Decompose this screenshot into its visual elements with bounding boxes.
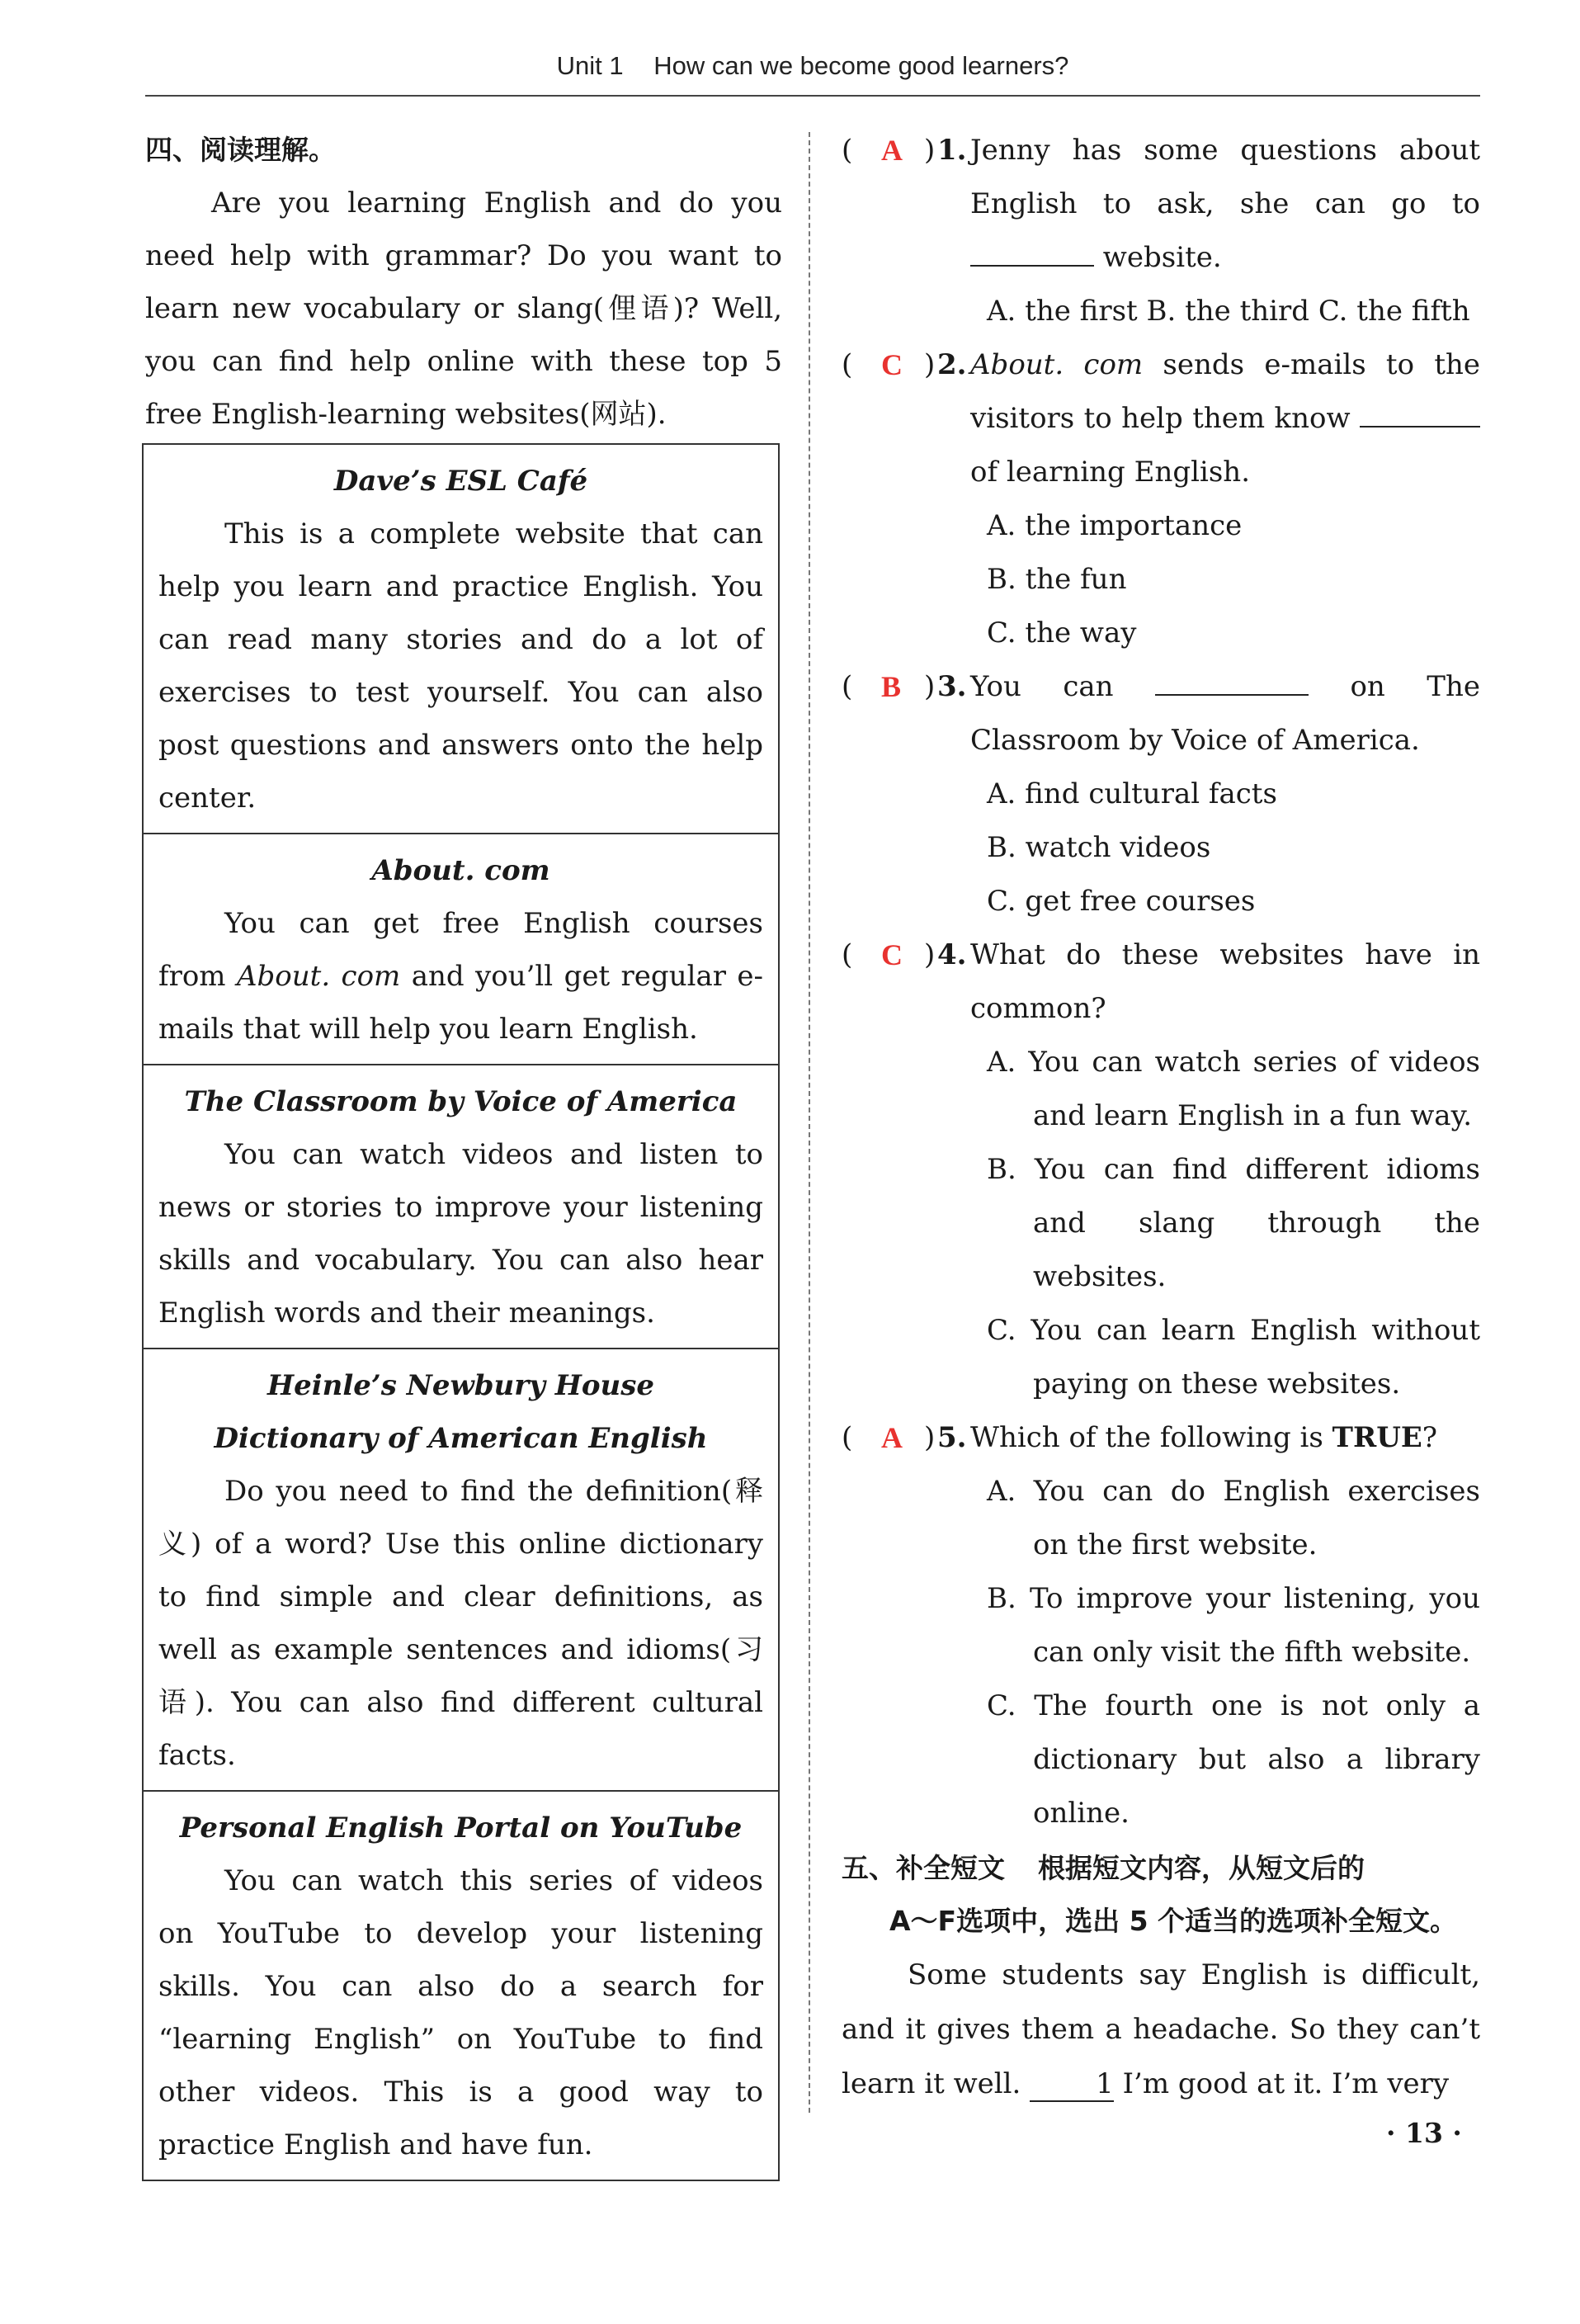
bracket-open: ( (842, 938, 853, 971)
question-stem (970, 124, 1480, 285)
stem-text: sends e-mails to the visitors to help them know (970, 348, 1481, 435)
bracket-close: ) (924, 134, 936, 167)
unit-label: Unit 1 (556, 51, 624, 80)
website-cell (144, 1349, 778, 1792)
website-title: Dave’s ESL Café (333, 465, 588, 498)
option: B. To improve your listening, you can only visit the fifth website. (987, 1582, 1480, 1669)
question-number: 4. (937, 938, 967, 971)
option: C. get free courses (987, 885, 1256, 918)
website-description (158, 897, 763, 1056)
answer-mark: A (881, 1421, 903, 1454)
website-cell (144, 1065, 778, 1349)
question-stem (970, 1411, 1480, 1465)
website-description: This is a complete website that can help you learn and practice English. You can read many stories and do a lot of exercises to test yourself. You can also post questions and answers onto the help center. (158, 517, 763, 815)
option: C. The fourth one is not only a dictionary but also a library online. (987, 1689, 1480, 1830)
question-number: 2. (937, 348, 967, 381)
option: B. You can find different idioms and slang through the websites. (987, 1153, 1480, 1293)
bracket-close: ) (924, 348, 936, 381)
header-rule (145, 95, 1480, 97)
stem-text: Jenny has some questions about English to ask, she can go to (970, 134, 1480, 220)
website-description: Do you need to find the definition(释义) of a word? Use this online dictionary to find simple and clear definitions, as well as example sentences and idioms(习语). You can also find different cultural facts. (158, 1475, 763, 1772)
bracket-close: ) (924, 670, 936, 703)
question-stem: What do these websites have in common? (970, 938, 1480, 1025)
passage-blank: 1 (1030, 2067, 1114, 2102)
question-stem (970, 338, 1480, 499)
question-number: 5. (937, 1421, 967, 1454)
section-5-instruction: 根据短文内容，从短文后的 (1038, 1852, 1365, 1884)
right-column (842, 124, 1480, 2111)
section-5-instruction-cont: A～F选项中，选出 5 个适当的选项补全短文。 (889, 1905, 1458, 1937)
answer-mark: B (881, 670, 902, 703)
answer-blank (970, 240, 1094, 267)
bracket-close: ) (924, 938, 936, 971)
section-4-intro: Are you learning English and do you need help with grammar? Do you want to learn new vocabulary or slang(俚语)? Well, you can find help online with these top 5 free English-learning websites(网站). (145, 187, 782, 431)
websites-table (142, 443, 780, 2181)
option: C. You can learn English without paying on these websites. (987, 1314, 1480, 1401)
unit-title: How can we become good learners? (653, 51, 1069, 80)
section-4-title: 四、阅读理解。 (145, 134, 336, 166)
answer-blank (1155, 669, 1309, 696)
website-cell (144, 445, 778, 834)
option: A. find cultural facts (987, 777, 1277, 810)
website-description: You can watch videos and listen to news or stories to improve your listening skills and vocabulary. You can also hear English words and their meanings. (158, 1138, 763, 1330)
stem-emphasis: TRUE (1332, 1421, 1422, 1454)
page-number: · 13 · (1386, 2117, 1462, 2149)
option: A. the importance (987, 509, 1243, 542)
answer-blank (1360, 401, 1480, 427)
bracket-open: ( (842, 1421, 853, 1454)
option: A. You can do English exercises on the first website. (987, 1475, 1480, 1561)
description-text: and you’ll get regular e-mails that will help you learn English. (158, 960, 764, 1046)
stem-text: of learning English. (970, 456, 1251, 489)
stem-site-name: About. com (970, 348, 1144, 381)
question-item (842, 1411, 1480, 1840)
bracket-close: ) (924, 1421, 936, 1454)
section-5-lead: 五、补全短文 (842, 1852, 1005, 1884)
option: B. the fun (987, 563, 1127, 596)
page-header (145, 51, 1480, 94)
option: C. the way (987, 616, 1137, 649)
option: B. watch videos (987, 831, 1211, 864)
passage-text: I’m good at it. I’m very (1113, 2067, 1450, 2100)
passage-text: Some students say English is difficult, and it gives them a headache. So they can’t learn it well. (842, 1958, 1480, 2100)
website-cell (144, 834, 778, 1065)
website-title: Heinle’s Newbury House (266, 1369, 655, 1402)
stem-text: on The Classroom by Voice of America. (970, 670, 1480, 757)
stem-text: ? (1422, 1421, 1438, 1454)
description-site-name: About. com (236, 960, 401, 993)
website-title: Personal English Portal on YouTube (179, 1811, 743, 1845)
section-5-title (842, 1842, 1480, 1948)
question-stem (970, 660, 1480, 768)
question-number: 3. (937, 670, 967, 703)
question-item (842, 660, 1480, 928)
question-item (842, 124, 1480, 338)
question-item (842, 338, 1480, 660)
website-title: Dictionary of American English (214, 1422, 708, 1455)
question-number: 1. (937, 134, 967, 167)
question-item (842, 928, 1480, 1411)
column-divider (809, 132, 810, 2113)
answer-mark: C (881, 938, 903, 971)
description-text: You can get free English courses from (158, 907, 763, 993)
stem-text: website. (1094, 241, 1222, 274)
bracket-open: ( (842, 670, 853, 703)
bracket-open: ( (842, 134, 853, 167)
website-description: You can watch this series of videos on YouTube to develop your listening skills. You can also do a search for “learning English” on YouTube to find other videos. This is a good way to practice English and have fun. (158, 1864, 763, 2161)
left-column (145, 124, 782, 441)
website-cell (144, 1792, 778, 2180)
answer-mark: C (881, 348, 903, 381)
answer-mark: A (881, 134, 903, 167)
option: A. the first B. the third C. the fifth (987, 295, 1470, 328)
option: A. You can watch series of videos and learn English in a fun way. (987, 1046, 1480, 1132)
stem-text: Which of the following is (970, 1421, 1332, 1454)
cloze-passage (842, 1948, 1480, 2111)
website-title: About. com (371, 854, 550, 887)
website-title: The Classroom by Voice of America (184, 1085, 738, 1118)
bracket-open: ( (842, 348, 853, 381)
stem-text: You can (970, 670, 1155, 703)
